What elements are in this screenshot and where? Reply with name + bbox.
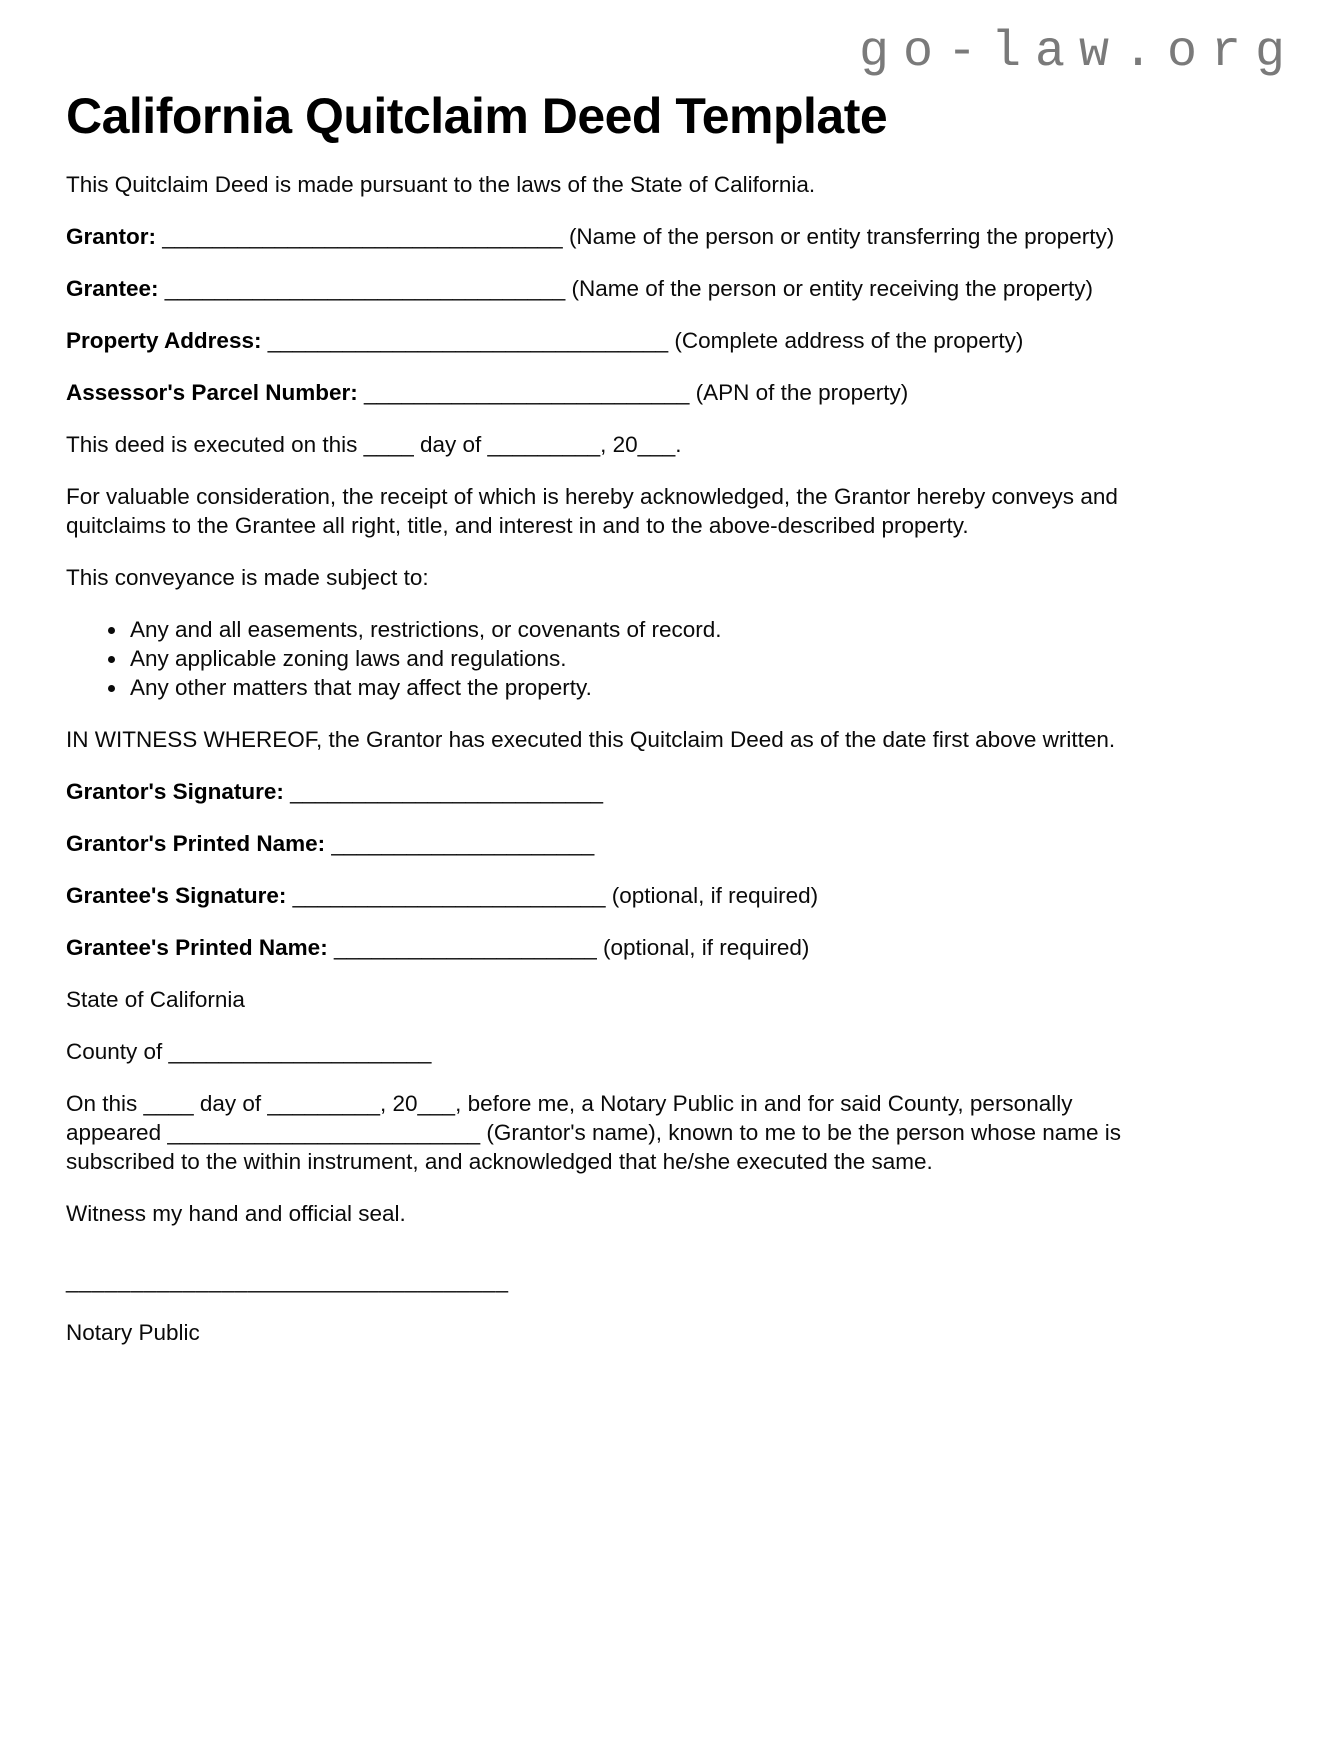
grantee-printed-name-label: Grantee's Printed Name: <box>66 935 328 960</box>
property-address-blank-line: ________________________________ <box>261 328 675 353</box>
grantee-label: Grantee: <box>66 276 159 301</box>
parcel-number-blank-line: __________________________ <box>357 380 696 405</box>
notary-acknowledgment: On this ____ day of _________, 20___, before me, a Notary Public in and for said County, personally appeared _________________________ (Grantor's name), known to me to be the person whose name is subscribed to the within instrument, and acknowledged that he/she executed the same. <box>66 1091 1122 1174</box>
property-address-label: Property Address: <box>66 328 262 353</box>
notary-title: Notary Public <box>66 1320 200 1345</box>
grantee-printed-name-blank: _____________________ <box>327 935 603 960</box>
grantor-signature-blank: _________________________ <box>283 779 603 804</box>
grantee-printed-name-row <box>66 933 1143 962</box>
field-grantee <box>66 274 1143 303</box>
field-grantor <box>66 222 1143 251</box>
field-parcel-number <box>66 378 1143 407</box>
site-logo: go-law.org <box>858 24 1299 81</box>
property-address-note: (Complete address of the property) <box>674 328 1024 353</box>
state-line: State of California <box>66 987 245 1012</box>
notary-signature-line: __________________________________ <box>66 1268 509 1293</box>
subject-item-easements: • Any and all easements, restrictions, or covenants of record. <box>128 615 1143 644</box>
seal-line: Witness my hand and official seal. <box>66 1201 406 1226</box>
grantor-signature-label: Grantor's Signature: <box>66 779 284 804</box>
grantee-printed-name-note: (optional, if required) <box>602 935 810 960</box>
grantor-signature-row <box>66 777 1143 806</box>
execution-date-line: This deed is executed on this ____ day of _________, 20___. <box>66 432 682 457</box>
grantor-printed-name-row <box>66 829 1143 858</box>
subject-item-zoning: • Any applicable zoning laws and regulations. <box>128 644 1143 673</box>
witness-whereof-clause: IN WITNESS WHEREOF, the Grantor has executed this Quitclaim Deed as of the date first above written. <box>66 727 1116 752</box>
grantee-signature-note: (optional, if required) <box>611 883 819 908</box>
grantee-note: (Name of the person or entity receiving the property) <box>571 276 1093 301</box>
grantor-label: Grantor: <box>66 224 156 249</box>
document-title: California Quitclaim Deed Template <box>66 88 888 144</box>
subject-item-other: • Any other matters that may affect the property. <box>128 673 1143 702</box>
subject-intro: This conveyance is made subject to: <box>66 565 429 590</box>
county-line: County of _____________________ <box>66 1039 432 1064</box>
subject-list <box>66 615 1143 702</box>
intro-paragraph: This Quitclaim Deed is made pursuant to the laws of the State of California. <box>66 172 816 197</box>
grantor-blank-line: ________________________________ <box>156 224 569 249</box>
grantee-signature-row <box>66 881 1143 910</box>
grantee-signature-label: Grantee's Signature: <box>66 883 287 908</box>
grantee-blank-line: ________________________________ <box>158 276 572 301</box>
field-property-address <box>66 326 1143 355</box>
grantor-printed-name-blank: _____________________ <box>325 831 595 856</box>
grantee-signature-blank: _________________________ <box>286 883 612 908</box>
consideration-paragraph: For valuable consideration, the receipt of which is hereby acknowledged, the Grantor hereby conveys and quitclaims to the Grantee all right, title, and interest in and to the above-described property. <box>66 484 1118 538</box>
parcel-number-note: (APN of the property) <box>695 380 909 405</box>
parcel-number-label: Assessor's Parcel Number: <box>66 380 358 405</box>
grantor-note: (Name of the person or entity transferring the property) <box>568 224 1115 249</box>
grantor-printed-name-label: Grantor's Printed Name: <box>66 831 326 856</box>
